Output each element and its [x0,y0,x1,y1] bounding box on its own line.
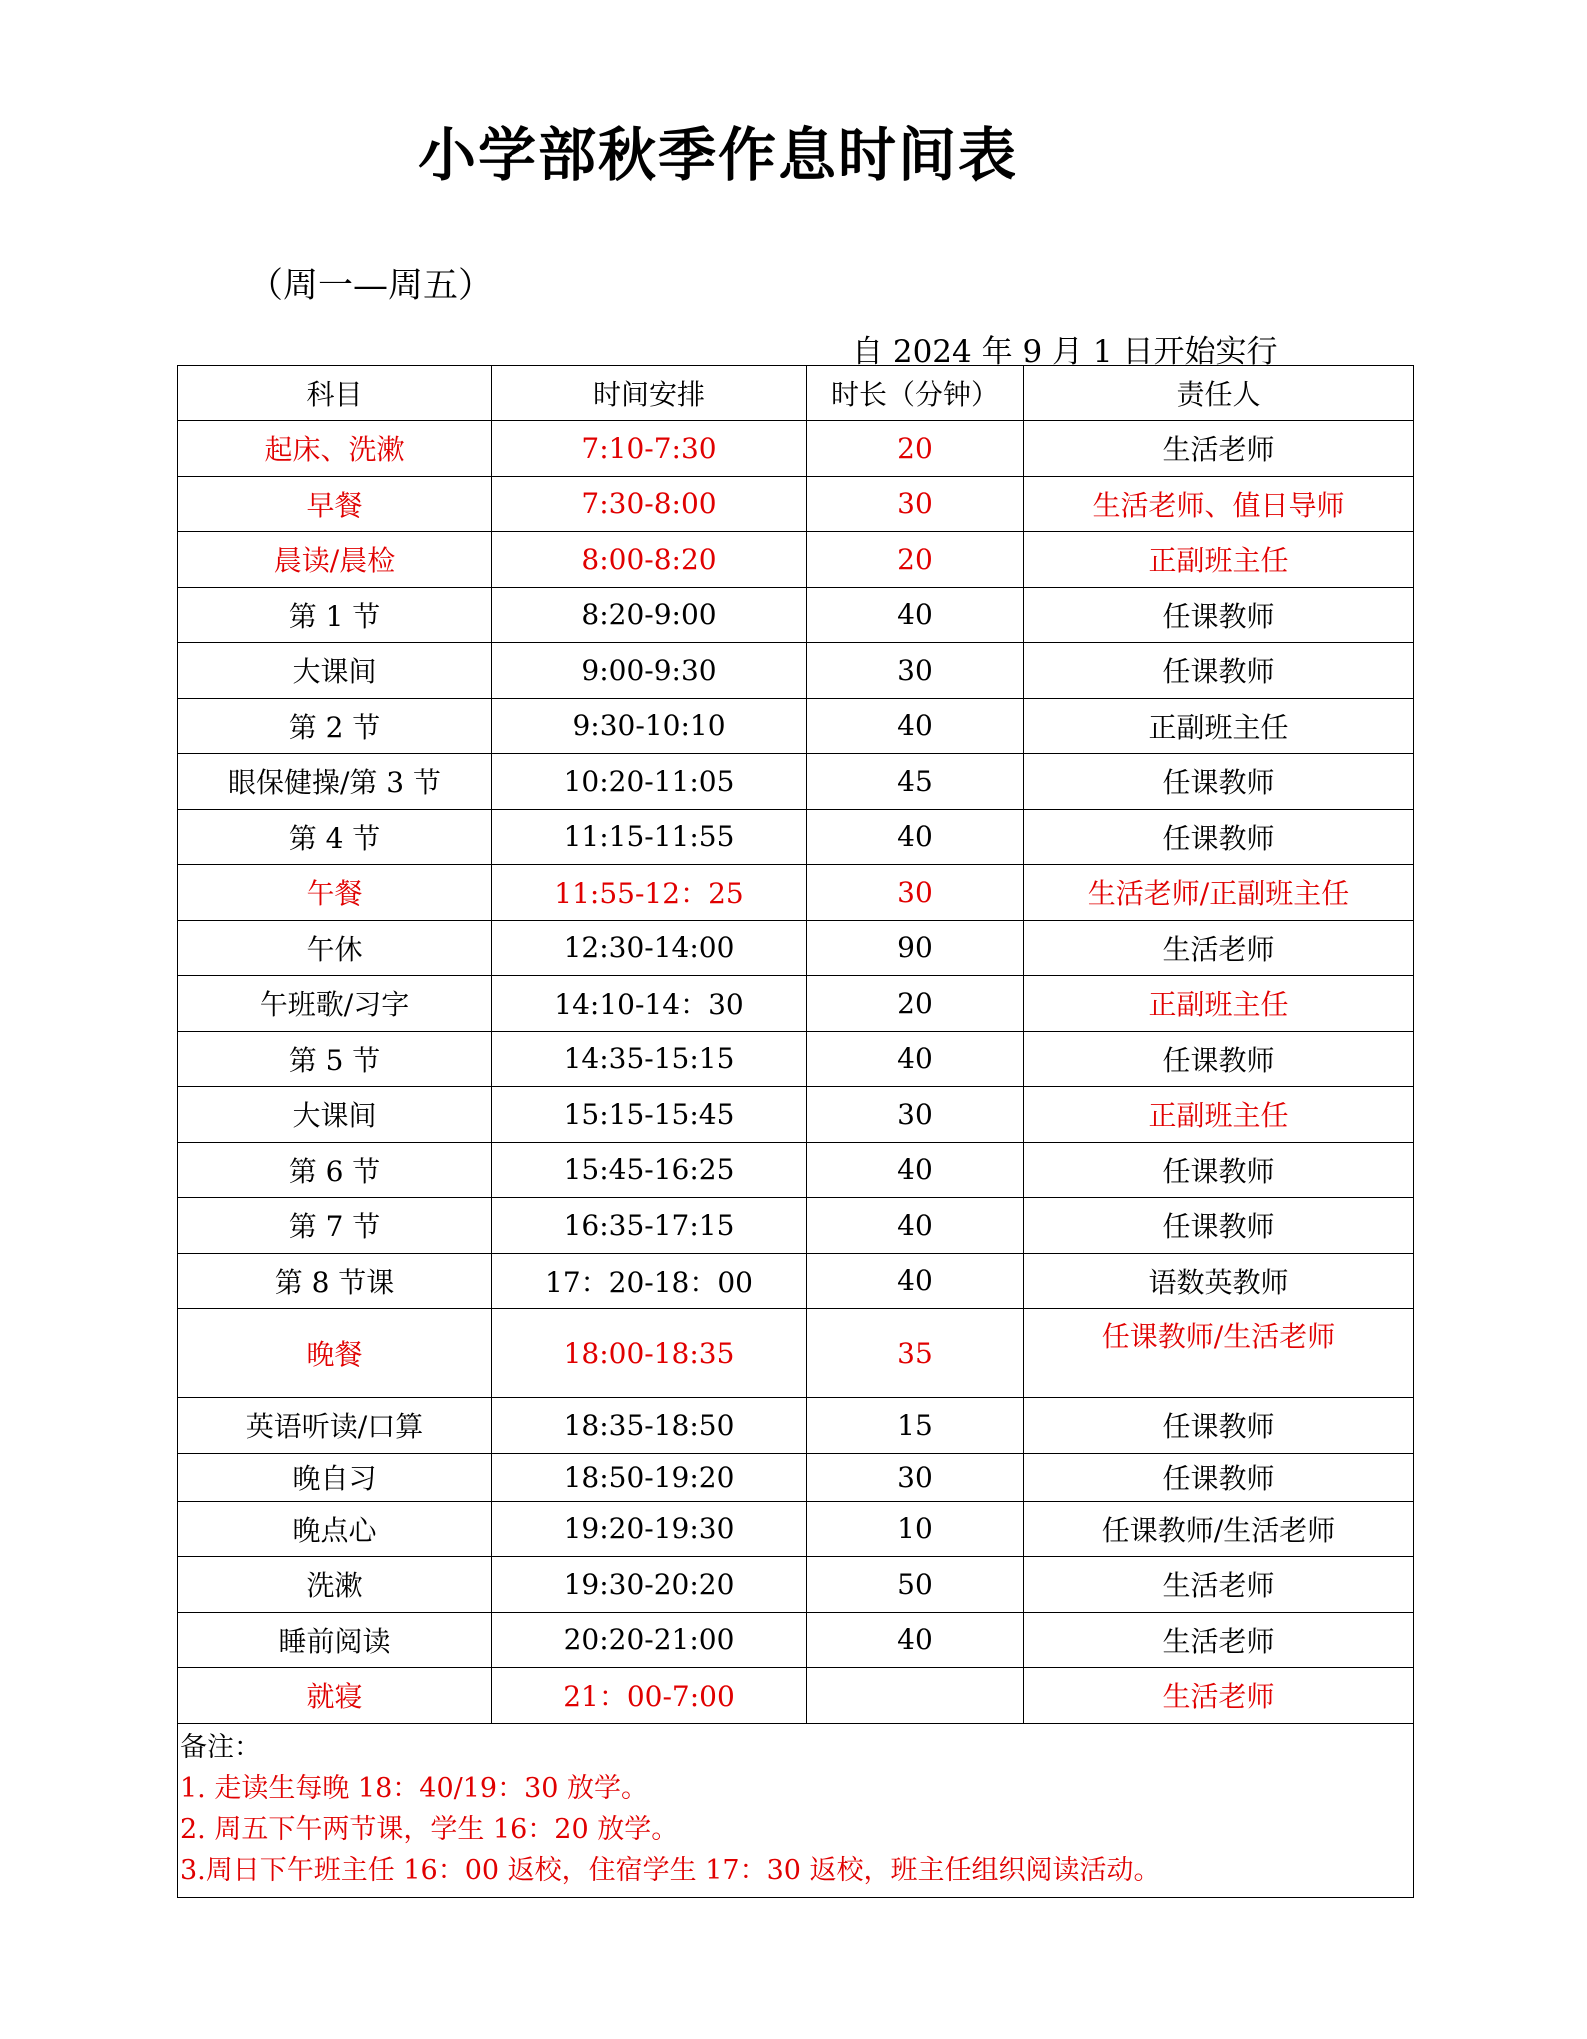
cell-duration: 40 [807,1253,1024,1309]
table-row [178,1453,1414,1501]
cell-person: 任课教师 [1024,1142,1414,1198]
cell-duration: 10 [807,1501,1024,1557]
cell-duration: 45 [807,754,1024,810]
effective-date: 自 2024 年 9 月 1 日开始实行 [852,334,1278,370]
cell-duration: 40 [807,1612,1024,1668]
note-item: 3.周日下午班主任 16：00 返校，住宿学生 17：30 返校，班主任组织阅读活动。 [180,1854,1161,1886]
cell-person: 任课教师 [1024,1398,1414,1454]
notes-label: 备注： [180,1731,261,1763]
cell-person: 任课教师 [1024,587,1414,643]
cell-person: 任课教师 [1024,1198,1414,1254]
header-subject: 科目 [178,366,492,421]
cell-duration: 30 [807,865,1024,921]
cell-subject: 起床、洗漱 [178,421,492,477]
cell-time: 9:30-10:10 [492,698,807,754]
cell-time: 14:10-14：30 [492,976,807,1032]
table-row [178,1557,1414,1613]
cell-person: 生活老师 [1024,1557,1414,1613]
cell-subject: 第 5 节 [178,1031,492,1087]
cell-time: 19:20-19:30 [492,1501,807,1557]
cell-person: 生活老师 [1024,421,1414,477]
table-row [178,1253,1414,1309]
cell-time: 18:00-18:35 [492,1309,807,1398]
cell-time: 11:15-11:55 [492,809,807,865]
cell-subject: 晚点心 [178,1501,492,1557]
cell-subject: 大课间 [178,643,492,699]
cell-duration: 40 [807,809,1024,865]
cell-subject: 第 2 节 [178,698,492,754]
cell-duration: 30 [807,643,1024,699]
cell-subject: 晚餐 [178,1309,492,1398]
cell-time: 19:30-20:20 [492,1557,807,1613]
cell-person: 生活老师、值日导师 [1024,476,1414,532]
cell-subject: 眼保健操/第 3 节 [178,754,492,810]
cell-subject: 英语听读/口算 [178,1398,492,1454]
cell-subject: 睡前阅读 [178,1612,492,1668]
table-row [178,976,1414,1032]
cell-time: 7:10-7:30 [492,421,807,477]
cell-duration: 40 [807,1198,1024,1254]
cell-person: 任课教师/生活老师 [1024,1309,1414,1398]
cell-subject: 第 8 节课 [178,1253,492,1309]
cell-subject: 第 6 节 [178,1142,492,1198]
cell-subject: 午休 [178,920,492,976]
notes-row [178,1723,1414,1897]
cell-time: 10:20-11:05 [492,754,807,810]
table-row [178,643,1414,699]
cell-duration: 40 [807,587,1024,643]
table-row [178,1031,1414,1087]
cell-duration: 50 [807,1557,1024,1613]
cell-time: 7:30-8:00 [492,476,807,532]
cell-duration: 30 [807,1087,1024,1143]
cell-duration: 20 [807,532,1024,588]
header-person: 责任人 [1024,366,1414,421]
cell-duration: 40 [807,698,1024,754]
table-row [178,698,1414,754]
table-row [178,587,1414,643]
table-row [178,1142,1414,1198]
cell-time: 18:35-18:50 [492,1398,807,1454]
cell-time: 15:15-15:45 [492,1087,807,1143]
cell-subject: 早餐 [178,476,492,532]
cell-person: 任课教师/生活老师 [1024,1501,1414,1557]
cell-subject: 大课间 [178,1087,492,1143]
cell-time: 21：00-7:00 [492,1668,807,1724]
cell-subject: 晚自习 [178,1453,492,1501]
cell-person: 正副班主任 [1024,1087,1414,1143]
cell-time: 8:00-8:20 [492,532,807,588]
weekday-range: （周一—周五） [248,266,494,306]
header-time: 时间安排 [492,366,807,421]
schedule-table [177,365,1414,1898]
cell-duration: 30 [807,476,1024,532]
cell-person: 生活老师 [1024,920,1414,976]
cell-duration: 40 [807,1031,1024,1087]
cell-person: 正副班主任 [1024,976,1414,1032]
cell-person: 生活老师 [1024,1612,1414,1668]
cell-subject: 第 4 节 [178,809,492,865]
cell-time: 15:45-16:25 [492,1142,807,1198]
cell-time: 12:30-14:00 [492,920,807,976]
cell-duration [807,1668,1024,1724]
table-row [178,1501,1414,1557]
table-row [178,1087,1414,1143]
cell-time: 8:20-9:00 [492,587,807,643]
table-row [178,920,1414,976]
table-row [178,476,1414,532]
cell-person: 正副班主任 [1024,532,1414,588]
cell-subject: 就寝 [178,1668,492,1724]
header-duration: 时长（分钟） [807,366,1024,421]
table-row [178,1198,1414,1254]
cell-duration: 30 [807,1453,1024,1501]
table-row [178,1309,1414,1398]
page-title: 小学部秋季作息时间表 [418,121,1019,189]
cell-subject: 第 7 节 [178,1198,492,1254]
cell-subject: 午餐 [178,865,492,921]
cell-person: 任课教师 [1024,1031,1414,1087]
cell-time: 11:55-12：25 [492,865,807,921]
table-header-row [178,366,1414,421]
table-row [178,1398,1414,1454]
cell-person: 任课教师 [1024,643,1414,699]
cell-duration: 90 [807,920,1024,976]
cell-person: 生活老师 [1024,1668,1414,1724]
cell-person: 任课教师 [1024,809,1414,865]
table-row [178,1612,1414,1668]
cell-duration: 20 [807,421,1024,477]
note-item: 1. 走读生每晚 18：40/19：30 放学。 [180,1772,649,1804]
cell-person: 生活老师/正副班主任 [1024,865,1414,921]
cell-person: 任课教师 [1024,754,1414,810]
cell-time: 14:35-15:15 [492,1031,807,1087]
cell-duration: 35 [807,1309,1024,1398]
cell-time: 9:00-9:30 [492,643,807,699]
table-row [178,809,1414,865]
cell-time: 20:20-21:00 [492,1612,807,1668]
cell-duration: 40 [807,1142,1024,1198]
cell-subject: 晨读/晨检 [178,532,492,588]
cell-time: 17：20-18：00 [492,1253,807,1309]
cell-subject: 洗漱 [178,1557,492,1613]
table-row [178,1668,1414,1724]
cell-person: 任课教师 [1024,1453,1414,1501]
cell-subject: 第 1 节 [178,587,492,643]
table-row [178,754,1414,810]
table-row [178,865,1414,921]
cell-duration: 15 [807,1398,1024,1454]
cell-time: 16:35-17:15 [492,1198,807,1254]
notes-cell [178,1723,1414,1897]
table-row [178,421,1414,477]
cell-person: 语数英教师 [1024,1253,1414,1309]
cell-duration: 20 [807,976,1024,1032]
cell-person: 正副班主任 [1024,698,1414,754]
cell-subject: 午班歌/习字 [178,976,492,1032]
note-item: 2. 周五下午两节课，学生 16：20 放学。 [180,1813,679,1845]
table-row [178,532,1414,588]
cell-time: 18:50-19:20 [492,1453,807,1501]
